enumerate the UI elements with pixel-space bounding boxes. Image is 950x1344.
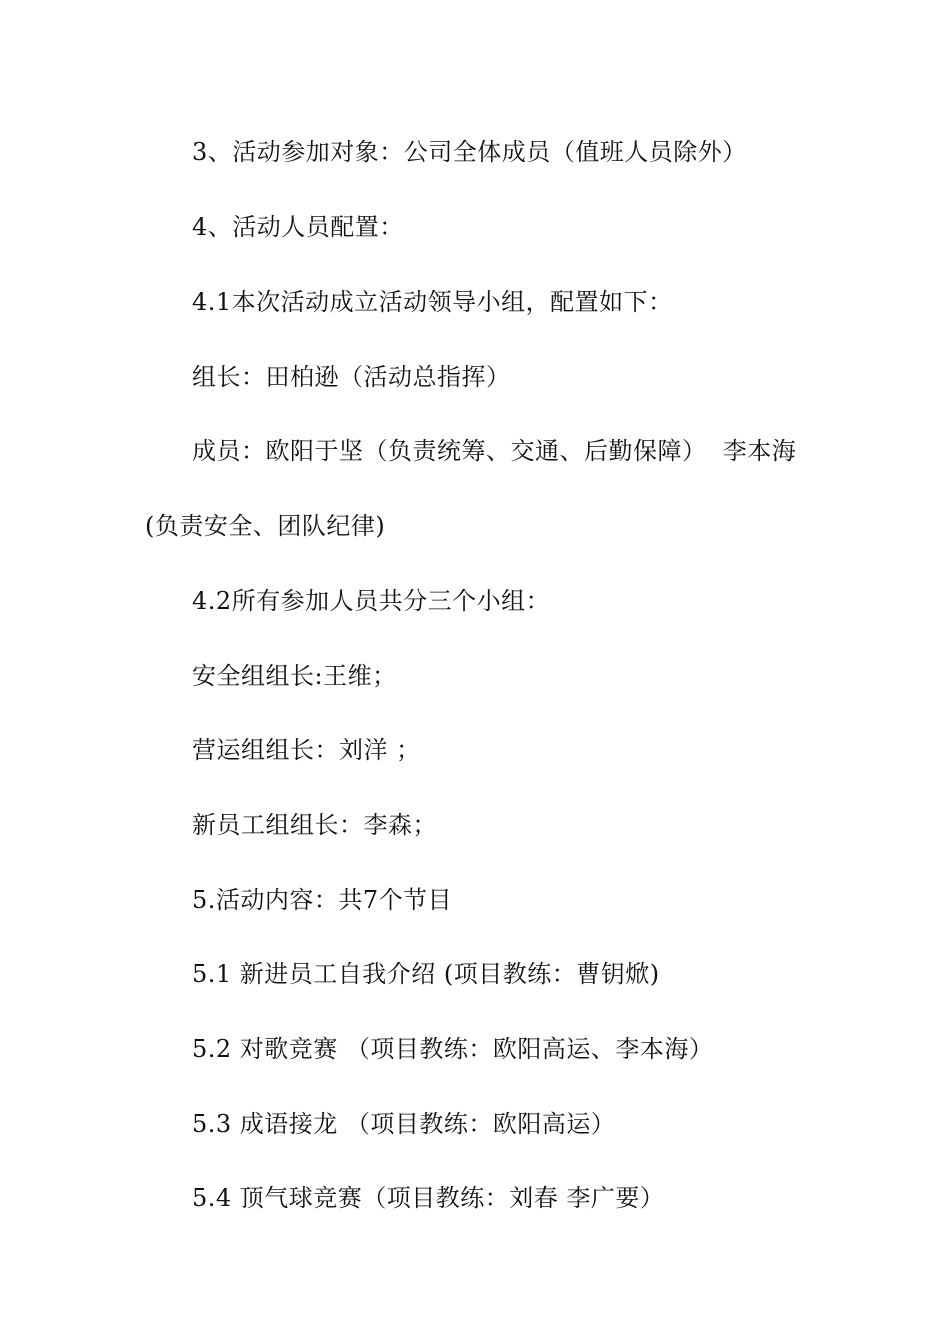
line-participants: 3、活动参加对象：公司全体成员（值班人员除外） (192, 138, 747, 166)
line-item-5-2: 5.2 对歌竞赛 （项目教练：欧阳高运、李本海） (192, 1035, 714, 1063)
line-teams-heading: 4.2所有参加人员共分三个小组： (192, 587, 551, 615)
line-item-5-3: 5.3 成语接龙 （项目教练：欧阳高运） (192, 1110, 616, 1138)
line-leadership-group: 4.1本次活动成立活动领导小组，配置如下： (192, 288, 673, 316)
line-members: 成员：欧阳于坚（负责统筹、交通、后勤保障） 李本海 (192, 437, 797, 465)
line-operations-team: 营运组组长：刘洋 ； (192, 736, 421, 764)
line-item-5-1: 5.1 新进员工自我介绍 (项目教练：曹钥焮) (192, 960, 660, 988)
line-members-continued: (负责安全、团队纪律) (145, 512, 386, 540)
line-staffing-heading: 4、活动人员配置： (192, 213, 404, 241)
line-new-staff-team: 新员工组组长：李森； (192, 811, 437, 839)
line-item-5-4: 5.4 顶气球竞赛（项目教练：刘春 李广要） (192, 1184, 665, 1212)
line-group-leader: 组长：田柏逊（活动总指挥） (192, 363, 511, 391)
line-safety-team: 安全组组长:王维； (192, 662, 397, 690)
line-activity-content: 5.活动内容：共7个节目 (192, 886, 453, 914)
